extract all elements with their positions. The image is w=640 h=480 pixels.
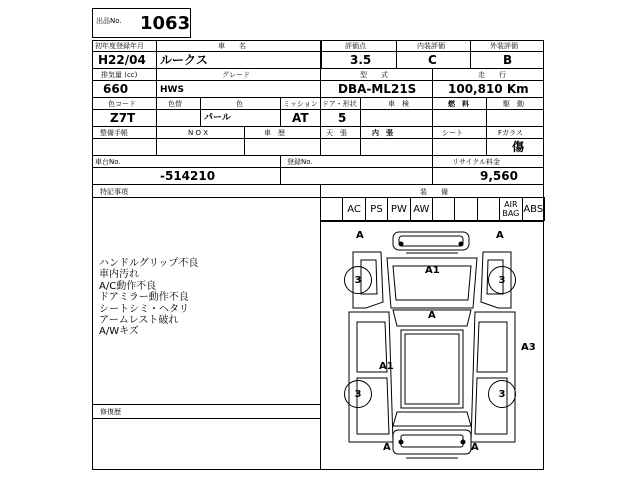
- score-label: 評価点: [345, 42, 366, 50]
- equipment-cell: [410, 197, 433, 221]
- color-code-label: 色コード: [108, 100, 136, 108]
- first-registration: H22/04: [98, 53, 146, 67]
- repair-history-label: 修復歴: [100, 408, 121, 416]
- remark-line: A/C動作不良: [99, 280, 157, 292]
- equipment-cell: [522, 197, 545, 221]
- interior-rating-label: 内装評価: [417, 42, 445, 50]
- tire-front-right: 3: [488, 266, 516, 294]
- remark-line: A/Wキズ: [99, 326, 139, 338]
- fuel-label: 燃 料: [448, 100, 469, 108]
- interior-rating: C: [428, 53, 437, 67]
- color-change-label: 色替: [168, 100, 182, 108]
- damage-left-side: A1: [379, 361, 394, 372]
- color-label: 色: [236, 100, 243, 108]
- color-code: Z7T: [110, 111, 136, 125]
- mission: AT: [292, 111, 309, 125]
- history-label: 車 歴: [264, 129, 285, 137]
- equipment-cell: [365, 197, 388, 221]
- exterior-rating-label: 外装評価: [490, 42, 518, 50]
- windshield: 傷: [512, 140, 525, 154]
- name-label: 車 名: [218, 42, 246, 50]
- chassis-label: 車台No.: [95, 158, 121, 166]
- car-name: ルークス: [160, 53, 208, 67]
- grade: HWS: [160, 85, 184, 95]
- windshield-label: Fガラス: [498, 129, 523, 137]
- equipment-cell: [320, 197, 343, 221]
- remark-line: ハンドルグリップ不良: [99, 258, 199, 269]
- damage-hood: A1: [425, 265, 440, 276]
- exterior-rating: B: [503, 53, 513, 67]
- inspection-label: 車 検: [388, 100, 409, 108]
- damage-front-right: A: [496, 230, 504, 241]
- equipment-cell: [432, 197, 455, 221]
- year-label: 初年度登録年月: [95, 42, 144, 50]
- color: パール: [204, 113, 231, 123]
- maintenance-label: 整備手帳: [100, 129, 128, 137]
- damage-front-left: A: [356, 230, 364, 241]
- remark-line: 車内汚れ: [99, 269, 139, 281]
- equipment-item: AC: [347, 203, 361, 215]
- drive-label: 駆 動: [503, 100, 524, 108]
- displacement-label: 排気量 (cc): [101, 71, 138, 79]
- remarks-list: [99, 258, 198, 338]
- equipment-cell: [499, 197, 522, 221]
- equipment-item: AW: [413, 203, 430, 215]
- damage-right-side: A3: [521, 342, 536, 353]
- nox-label: N O X: [188, 129, 208, 137]
- damage-rear-left: A: [383, 442, 391, 453]
- equipment-cell: [454, 197, 477, 221]
- tire-front-left: 3: [344, 266, 372, 294]
- roof-lining-label: 天 張: [326, 129, 347, 137]
- door-label: ドア・形状: [322, 100, 357, 108]
- displacement: 660: [103, 82, 129, 96]
- tire-rear-left: 3: [344, 380, 372, 408]
- car-damage-diagram: [321, 222, 543, 469]
- mileage-label: 走 行: [478, 71, 506, 79]
- interior-trim-label: 内 張: [372, 129, 393, 137]
- damage-roof: A: [428, 310, 436, 321]
- mission-label: ミッション: [283, 100, 318, 108]
- equipment-cell: [342, 197, 365, 221]
- chassis-number: -514210: [160, 169, 216, 183]
- model-label: 型 式: [360, 71, 388, 79]
- remark-line: シートシミ・ヘタリ: [99, 303, 189, 315]
- grade-label: グレード: [222, 71, 250, 79]
- model-code: DBA-ML21S: [338, 82, 417, 96]
- equipment-cell: [477, 197, 500, 221]
- damage-rear-right: A: [471, 442, 479, 453]
- doors: 5: [338, 111, 347, 125]
- equipment-item: PW: [390, 203, 407, 215]
- recycle-label: リサイクル料金: [452, 158, 501, 166]
- equipment-label: 装 備: [420, 188, 448, 196]
- equipment-item: PS: [370, 203, 383, 215]
- lot-number-label: 出品No.: [96, 17, 122, 25]
- seat-label: シート: [442, 129, 463, 137]
- equipment-item: AIR BAG: [502, 200, 520, 218]
- remarks-label: 特記事項: [100, 188, 128, 196]
- equipment-item: ABS: [523, 203, 544, 215]
- recycle-fee: 9,560: [480, 169, 518, 183]
- lot-number: 1063: [140, 13, 191, 34]
- remark-line: アームレスト破れ: [99, 315, 179, 327]
- remark-line: ドアミラー動作不良: [99, 292, 189, 304]
- registration-label: 登録No.: [287, 158, 313, 166]
- tire-rear-right: 3: [488, 380, 516, 408]
- score: 3.5: [350, 53, 372, 67]
- mileage: 100,810 Km: [448, 82, 529, 96]
- equipment-cell: [387, 197, 410, 221]
